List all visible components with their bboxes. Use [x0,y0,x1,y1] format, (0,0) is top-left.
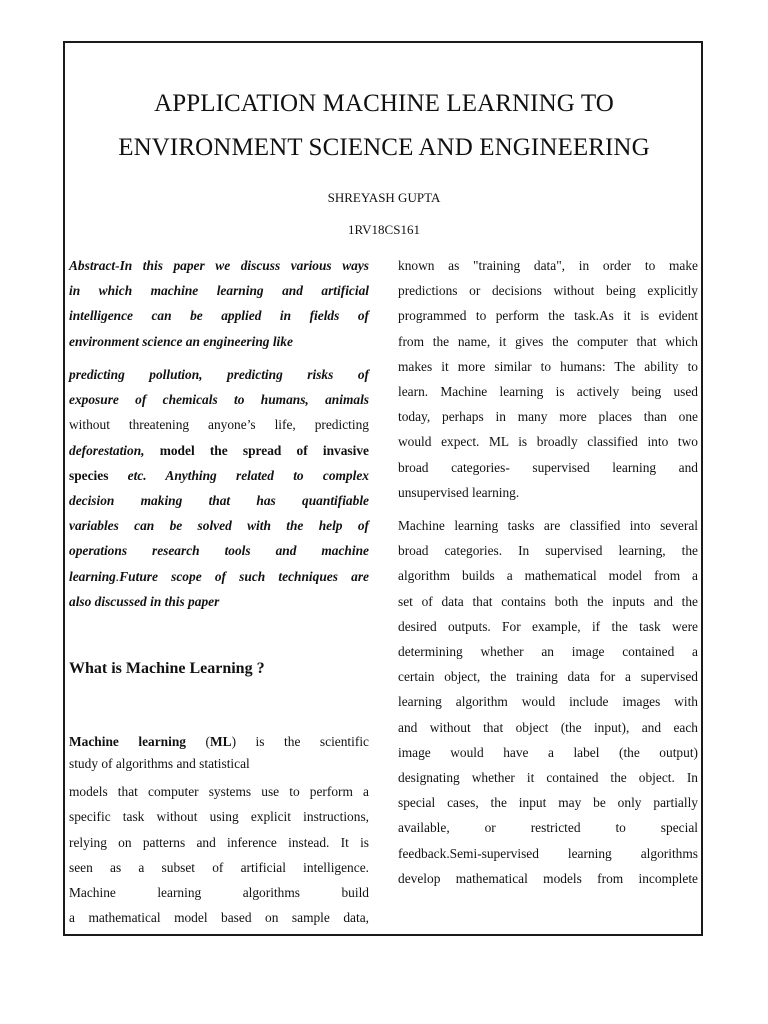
paper-title-line-1: APPLICATION MACHINE LEARNING TO [154,90,614,117]
text-line: predictions or decisions without being explicitly [398,283,698,299]
text-line: learn. Machine learning is actively being used [398,384,698,400]
abstract-line [69,438,369,463]
text-line: determining whether an image contained a [398,644,698,660]
abstract-line: exposure of chemicals to humans, animals [69,392,369,408]
text-line: and without that object (the input), and each [398,719,698,735]
text-line: unsupervised learning. [398,484,520,500]
text-line: available, or restricted to special [398,820,698,836]
student-id: 1RV18CS161 [348,222,420,237]
text-line: today, perhaps in many more places than one [398,409,698,425]
term-machine-learning: Machine learning [69,734,186,749]
text-line: relying on patterns and inference instead. It is [69,834,369,850]
text-line: models that computer systems use to perform a [69,784,369,800]
text-line: broad categories. In supervised learning, the [398,543,698,559]
abstract-line: in which machine learning and artificial [69,283,369,299]
text-line: seen as a subset of artificial intelligence. [69,859,369,875]
text-line: known as "training data", in order to make [398,258,698,273]
term-ml: ML [209,734,232,749]
abstract-line [69,463,369,488]
abstract-text: model the spread of invasive [144,442,369,458]
text-line: special cases, the input may be only partially [398,795,698,811]
abstract-line: also discussed in this paper [69,593,220,609]
abstract-line [69,564,369,589]
text-line: learning algorithm would include images with [398,694,698,710]
abstract-line: operations research tools and machine [69,543,369,559]
text-line: image would have a label (the output) [398,744,698,760]
abstract-text: deforestation, [69,442,145,458]
text-line: programmed to perform the task.As it is evident [398,308,698,324]
abstract-paragraph-2 [69,362,369,614]
abstract-text: etc. Anything related to complex [108,467,369,483]
text-line: algorithm builds a mathematical model from a [398,568,698,584]
right-paragraph-1 [398,253,698,505]
text-line: Machine learning tasks are classified into several [398,518,698,533]
abstract-text: . [115,568,120,584]
abstract-text: Future scope of such techniques are [119,568,369,584]
text-span: ) is the scientific [231,734,369,749]
abstract-text: learning [69,568,116,584]
abstract-line: variables can be solved with the help of [69,518,369,534]
right-paragraph-2 [398,513,698,891]
abstract-text: species [69,467,109,483]
abstract-line: Abstract-In this paper we discuss various ways [69,258,369,273]
text-span: ( [185,734,210,749]
text-line: desired outputs. For example, if the task were [398,618,698,634]
ml-definition-paragraph [69,729,369,930]
abstract-line: environment science an engineering like [69,333,293,349]
abstract-line [69,412,369,437]
text-line [69,729,369,754]
text-line: specific task without using explicit instructions, [69,809,369,825]
abstract-paragraph-1 [69,253,369,354]
text-line: study of algorithms and statistical [69,756,250,772]
text-line: from the name, it gives the computer that which [398,333,698,349]
abstract-text: without threatening anyone’s life, predicting [69,417,369,433]
abstract-line: predicting pollution, predicting risks of [69,367,369,382]
text-line: makes it more similar to humans: The ability to [398,358,698,374]
text-line: certain object, the training data for a supervised [398,669,698,685]
abstract-line: decision making that has quantifiable [69,493,369,509]
text-line: Machine learning algorithms build [69,885,369,901]
text-line: develop mathematical models from incomplete [398,870,698,886]
paper-title-line-2: ENVIRONMENT SCIENCE AND ENGINEERING [118,134,650,161]
author-name: SHREYASH GUPTA [327,190,441,205]
text-line: designating whether it contained the object. In [398,770,698,786]
text-line: broad categories- supervised learning and [398,459,698,475]
text-line: feedback.Semi-supervised learning algorithms [398,845,698,861]
text-line: set of data that contains both the inputs and the [398,593,698,609]
text-line: would expect. ML is broadly classified into two [398,434,698,450]
abstract-line: intelligence can be applied in fields of [69,308,369,324]
text-line: a mathematical model based on sample data, [69,910,369,926]
section-heading: What is Machine Learning ? [69,660,265,677]
